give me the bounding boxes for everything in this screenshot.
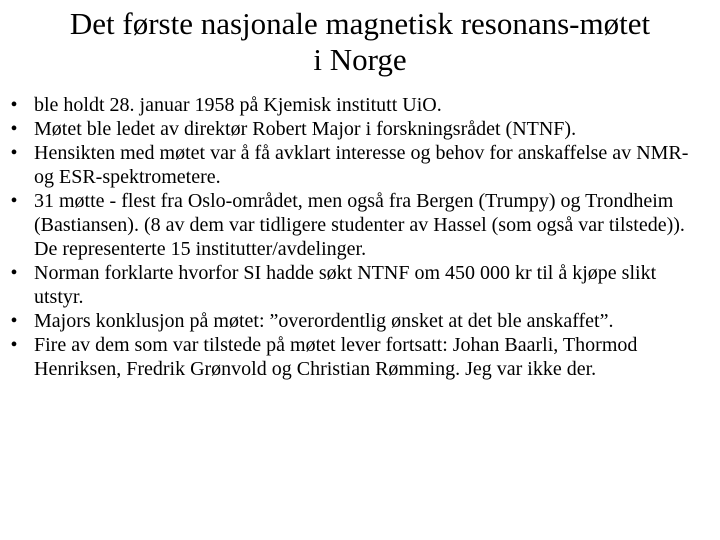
- bullet-item-4: [0, 189, 720, 261]
- bullet-item-5: [0, 261, 720, 309]
- bullet-text: ble holdt 28. januar 1958 på Kjemisk institutt UiO.: [34, 94, 442, 116]
- bullet-item-2: [0, 117, 720, 141]
- slide-title-line-1: Det første nasjonale magnetisk resonans-møtet: [69, 6, 651, 41]
- bullet-text: 31 møtte - flest fra Oslo-området, men også fra Bergen (Trumpy) og Trondheim (Bastiansen). (8 av dem var tidligere studenter av Hassel (som også var tilstede)). De representerte 15 institutter/avdelinger.: [34, 190, 685, 260]
- bullet-text: Majors konklusjon på møtet: ”overordentlig ønsket at det ble anskaffet”.: [34, 310, 614, 332]
- bullet-icon: •: [10, 118, 18, 140]
- bullet-text: Møtet ble ledet av direktør Robert Major i forskningsrådet (NTNF).: [34, 118, 577, 140]
- bullet-text: Fire av dem som var tilstede på møtet lever fortsatt: Johan Baarli, Thormod Henriksen, Fredrik Grønvold og Christian Rømming. Jeg var ikke der.: [34, 334, 638, 380]
- bullet-icon: •: [10, 334, 18, 356]
- slide-title: [0, 6, 720, 78]
- bullet-icon: •: [10, 142, 18, 164]
- bullet-item-3: [0, 141, 720, 189]
- bullet-text: Norman forklarte hvorfor SI hadde søkt NTNF om 450 000 kr til å kjøpe slikt utstyr.: [34, 262, 657, 308]
- bullet-item-7: [0, 333, 720, 381]
- bullet-list: [0, 93, 720, 381]
- bullet-item-6: [0, 309, 720, 333]
- slide-title-line-2: i Norge: [313, 42, 407, 77]
- bullet-icon: •: [10, 262, 18, 284]
- bullet-text: Hensikten med møtet var å få avklart interesse og behov for anskaffelse av NMR- og ESR-spektrometere.: [34, 142, 689, 188]
- bullet-icon: •: [10, 94, 18, 116]
- bullet-icon: •: [10, 310, 18, 332]
- bullet-icon: •: [10, 190, 18, 212]
- bullet-item-1: [0, 93, 720, 117]
